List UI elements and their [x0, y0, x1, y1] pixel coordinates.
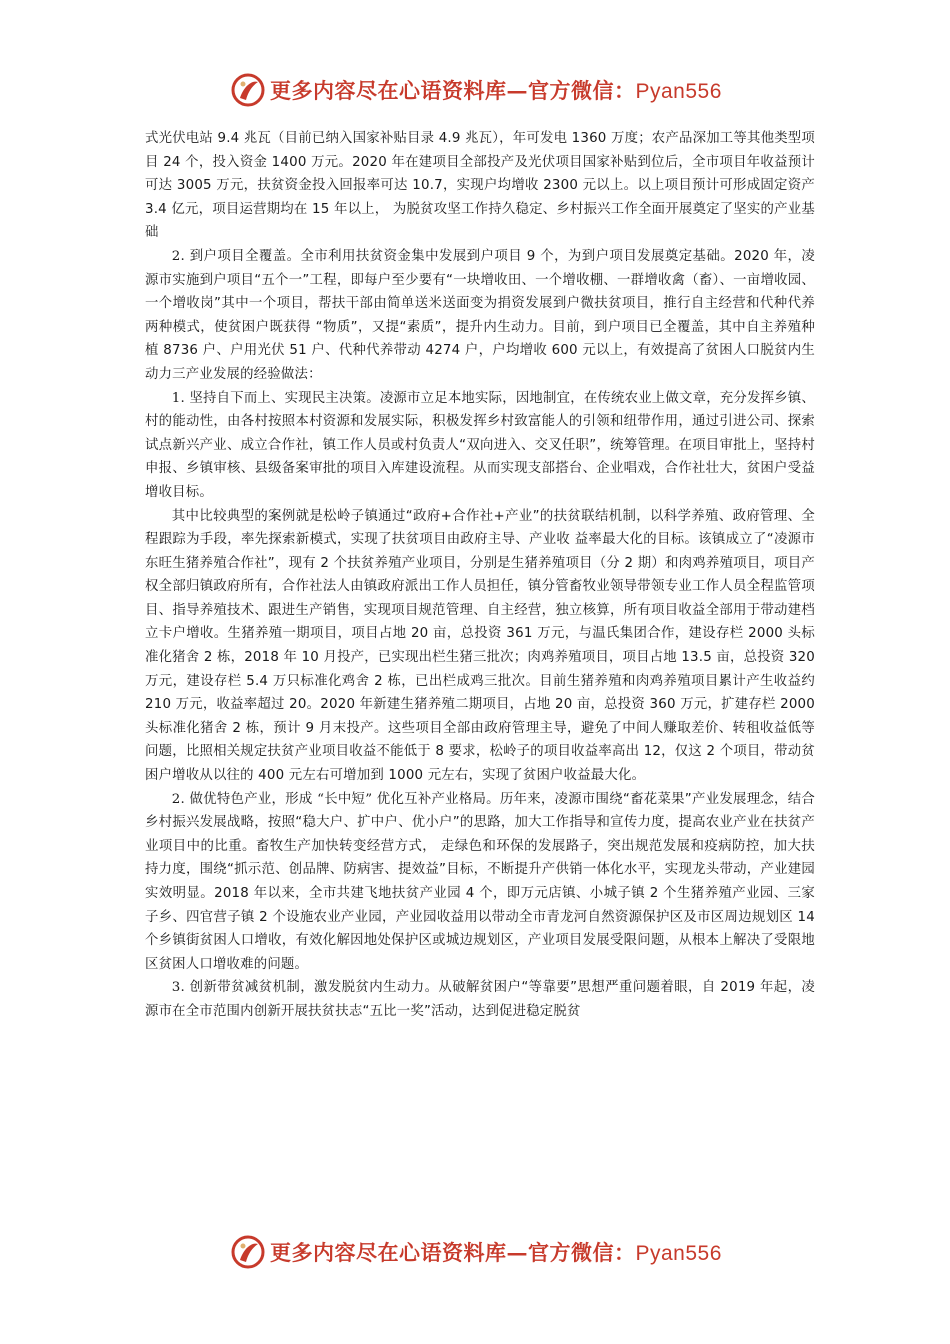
brush-logo-icon [230, 72, 266, 108]
paragraph-6: 3. 创新带贫减贫机制，激发脱贫内生动力。从破解贫困户“等靠要”思想严重问题着眼，自 2019 年起，凌源市在全市范围内创新开展扶贫扶志“五比一奖”活动，达到促进稳定脱贫 [145, 980, 815, 1019]
paragraph-4: 其中比较典型的案例就是松岭子镇通过“政府+合作社+产业”的扶贫联结机制，以科学养殖、政府管理、全程跟踪为手段，率先探索新模式，实现了扶贫项目由政府主导、产业收 益率最大化的目标。该镇成立了“凌源市东旺生猪养殖合作社”，现有 2 个扶贫养殖产业项目，分别是生猪养殖项目（分 2 期）和肉鸡养殖项目，项目产权全部归镇政府所有，合作社法人由镇政府派出工作人员担任，镇分管畜牧业领导带领专业工作人员全程监管项目、指导养殖技术、跟进生产销售，实现项目规范管理、自主经营，独立核算，所有项目收益全部用于带动建档立卡户增收。生猪养殖一期项目，项目占地 20 亩，总投资 361 万元，与温氏集团合作，建设存栏 2000 头标准化猪舍 2 栋，2018 年 10 月投产，已实现出栏生猪三批次；肉鸡养殖项目，项目占地 13.5 亩，总投资 320 万元，建设存栏 5.4 万只标准化鸡舍 2 栋，已出栏成鸡三批次。目前生猪养殖和肉鸡养殖项目累计产生收益约 210 万元，收益率超过 20。2020 年新建生猪养殖二期项目，占地 20 亩，总投资 360 万元，扩建存栏 2000 头标准化猪舍 2 栋，预计 9 月末投产。这些项目全部由政府管理主导，避免了中间人赚取差价、转租收益低等问题，比照相关规定扶贫产业项目收益不能低于 8 要求，松岭子的项目收益率高出 12，仅这 2 个项目，带动贫困户增收从以往的 400 元左右可增加到 1000 元左右，实现了贫困户收益最大化。 [145, 508, 815, 784]
header-watermark-banner [230, 70, 750, 110]
brush-logo-icon [230, 1234, 266, 1270]
paragraph-5: 2. 做优特色产业，形成 “长中短” 优化互补产业格局。历年来，凌源市围绕“畜花菜果”产业发展理念，结合乡村振兴发展战略，按照“稳大户、扩中户、优小户”的思路，加大工作指导和宣传力度，提高农业产业在扶贫产业项目中的比重。畜牧生产加快转变经营方式， 走绿色和环保的发展路子，突出规范发展和疫病防控，加大扶持力度，围绕“抓示范、创品牌、防病害、提效益”目标，不断提升产供销一体化水平，实现龙头带动，产业建园实效明显。2018 年以来，全市共建飞地扶贫产业园 4 个，即万元店镇、小城子镇 2 个生猪养殖产业园、三家子乡、四官营子镇 2 个设施农业产业园，产业园收益用以带动全市青龙河自然资源保护区及市区周边规划区 14 个乡镇街贫困人口增收，有效化解因地处保护区或城边规划区，产业项目发展受限问题，从根本上解决了受限地区贫困人口增收难的问题。 [145, 791, 815, 972]
footer-watermark-banner [230, 1232, 750, 1272]
paragraph-1: 式光伏电站 9.4 兆瓦（目前已纳入国家补贴目录 4.9 兆瓦），年可发电 1360 万度；农产品深加工等其他类型项目 24 个，投入资金 1400 万元。2020 年在建项目全部投产及光伏项目国家补贴到位后，全市项目年收益预计可达 3005 万元，扶贫资金投入回报率可达 10.7，实现户均增收 2300 元以上。以上项目预计可形成固定资产 3.4 亿元，项目运营期均在 15 年以上， 为脱贫攻坚工作持久稳定、乡村振兴工作全面开展奠定了坚实的产业基础 [145, 131, 815, 241]
paragraph-5-heading: 2. 做优特色产业，形成 “长中短” 优化互补产业格局。 [171, 791, 500, 807]
paragraph-3: 1. 坚持自下而上、实现民主决策。凌源市立足本地实际，因地制宜，在传统农业上做文章，充分发挥乡镇、村的能动性，由各村按照本村资源和发展实际，积极发挥乡村致富能人的引领和纽带作用，通过引进公司、探索试点新兴产业、成立合作社，镇工作人员或村负责人“双向进入、交叉任职”，统筹管理。在项目审批上，坚持村申报、乡镇审核、县级备案审批的项目入库建设流程。从而实现支部搭台、企业唱戏，合作社壮大，贫困户受益增收目标。 [145, 390, 815, 500]
paragraph-2-heading: 2. 到户项目全覆盖。 [171, 248, 301, 264]
paragraph-6-heading: 3. 创新带贫减贫机制，激发脱贫内生动力。 [171, 980, 439, 996]
paragraph-3-heading: 1. 坚持自下而上、实现民主决策。 [171, 390, 380, 406]
document-body [145, 127, 815, 1024]
footer-banner-text: 更多内容尽在心语资料库—官方微信：Pyan556 [270, 1240, 722, 1265]
paragraph-2: 2. 到户项目全覆盖。全市利用扶贫资金集中发展到户项目 9 个，为到户项目发展奠定基础。2020 年，凌源市实施到户项目“五个一”工程，即每户至少要有“一块增收田、一个增收棚、一群增收禽（畜）、一亩增收园、一个增收岗”其中一个项目，帮扶干部由简单送米送面变为捐资发展到户微扶贫项目，推行自主经营和代种代养两种模式，使贫困户既获得 “物质”，又提“素质”，提升内生动力。目前，到户项目已全覆盖，其中自主养殖种植 8736 户、户用光伏 51 户、代种代养带动 4274 户，户均增收 600 元以上，有效提高了贫困人口脱贫内生动力三产业发展的经验做法： [145, 248, 815, 382]
header-banner-text: 更多内容尽在心语资料库—官方微信：Pyan556 [270, 78, 722, 103]
